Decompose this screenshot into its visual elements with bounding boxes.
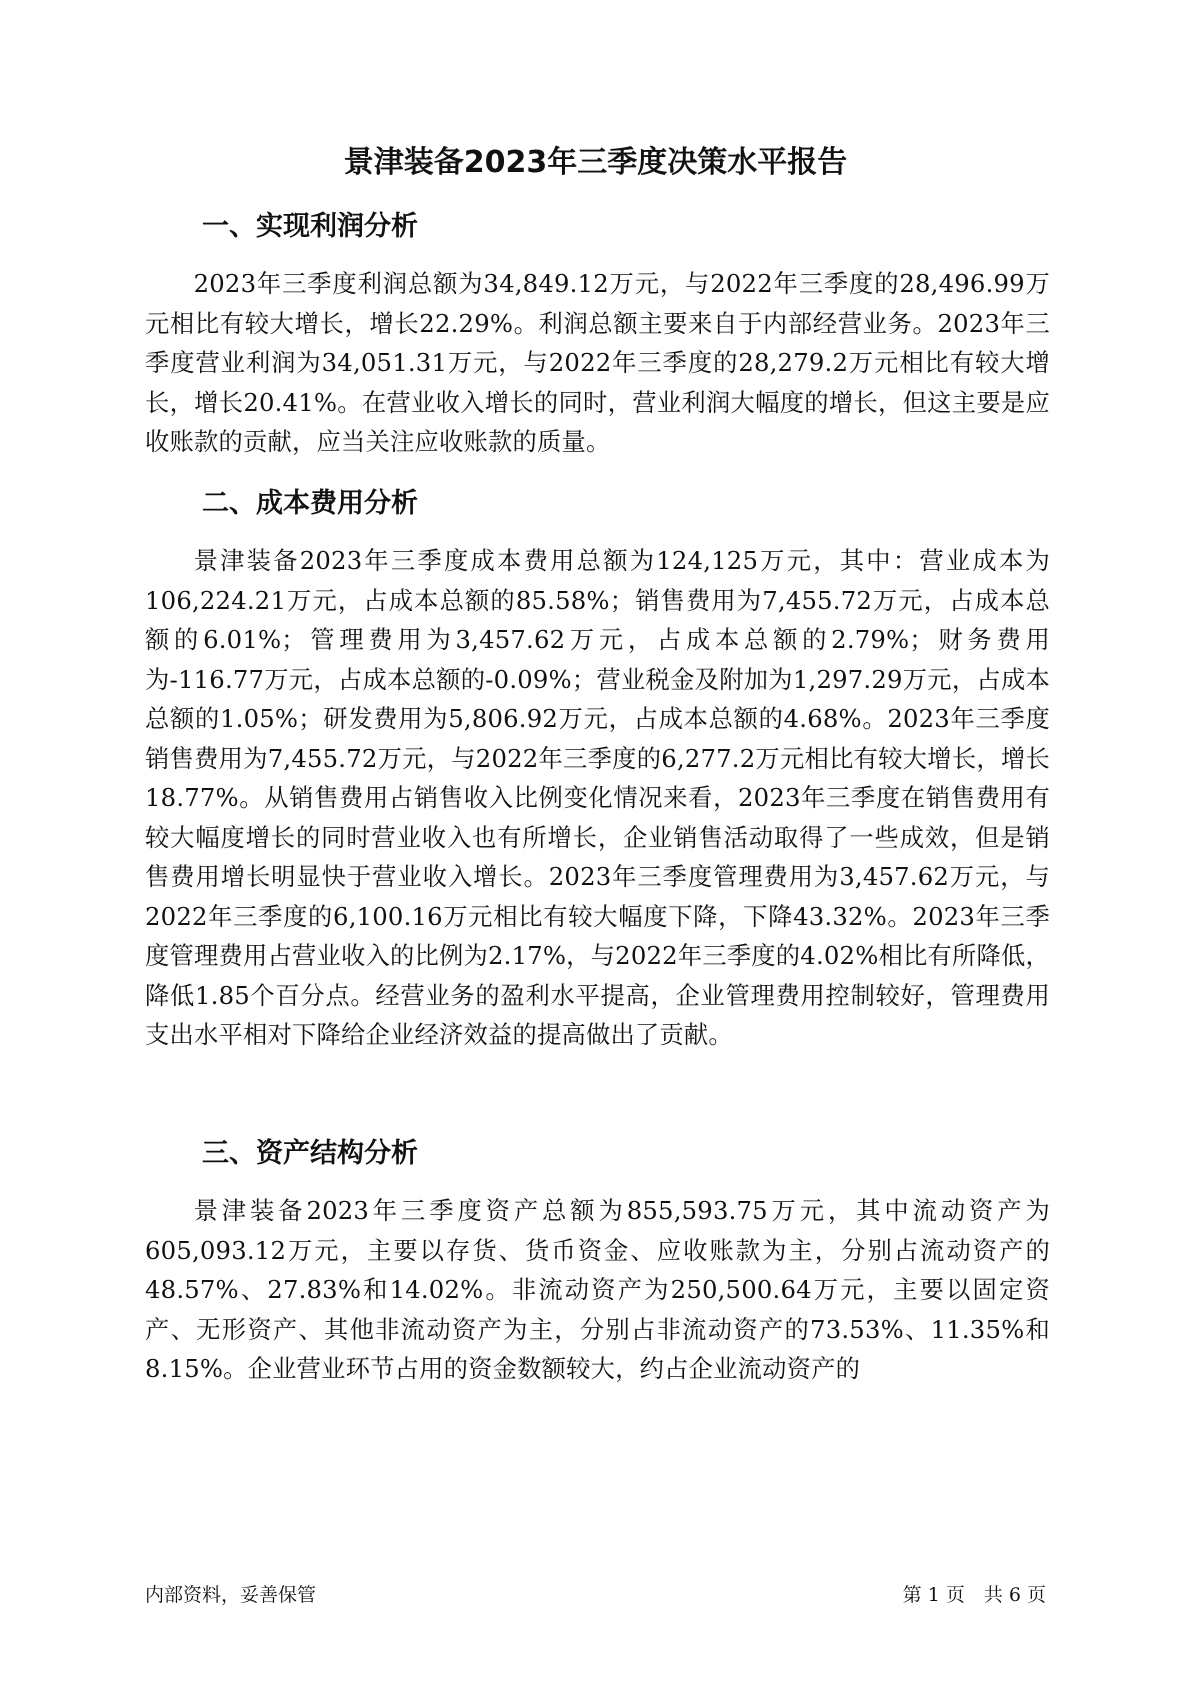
section-body-assets: 景津装备2023年三季度资产总额为855,593.75万元，其中流动资产为605,093.12万元，主要以存货、货币资金、应收账款为主，分别占流动资产的48.57%、27.83%和14.02%。非流动资产为250,500.64万元，主要以固定资产、无形资产、其他非流动资产为主，分别占非流动资产的73.53%、11.35%和8.15%。企业营业环节占用的资金数额较大，约占企业流动资产的 [145,1196,1050,1383]
section-heading-profit: 一、实现利润分析 [202,211,418,242]
section-body-cost: 景津装备2023年三季度成本费用总额为124,125万元，其中：营业成本为106,224.21万元，占成本总额的85.58%；销售费用为7,455.72万元，占成本总额的6.01%；管理费用为3,457.62万元，占成本总额的2.79%；财务费用为-116.77万元，占成本总额的-0.09%；营业税金及附加为1,297.29万元，占成本总额的1.05%；研发费用为5,806.92万元，占成本总额的4.68%。2023年三季度销售费用为7,455.72万元，与2022年三季度的6,277.2万元相比有较大增长，增长18.77%。从销售费用占销售收入比例变化情况来看，2023年三季度在销售费用有较大幅度增长的同时营业收入也有所增长，企业销售活动取得了一些成效，但是销售费用增长明显快于营业收入增长。2023年三季度管理费用为3,457.62万元，与2022年三季度的6,100.16万元相比有较大幅度下降，下降43.32%。2023年三季度管理费用占营业收入的比例为2.17%，与2022年三季度的4.02%相比有所降低，降低1.85个百分点。经营业务的盈利水平提高，企业管理费用控制较好，管理费用支出水平相对下降给企业经济效益的提高做出了贡献。 [145,546,1050,1049]
footer-page-number: 第 1 页 共 6 页 [902,1584,1046,1606]
footer-confidential-note: 内部资料，妥善保管 [145,1584,317,1606]
section-heading-cost: 二、成本费用分析 [202,488,418,519]
section-body-profit: 2023年三季度利润总额为34,849.12万元，与2022年三季度的28,496.99万元相比有较大增长，增长22.29%。利润总额主要来自于内部经营业务。2023年三季度营业利润为34,051.31万元，与2022年三季度的28,279.2万元相比有较大增长，增长20.41%。在营业收入增长的同时，营业利润大幅度的增长，但这主要是应收账款的贡献，应当关注应收账款的质量。 [145,269,1050,456]
section-heading-assets: 三、资产结构分析 [202,1138,418,1169]
document-title: 景津装备2023年三季度决策水平报告 [343,145,848,180]
